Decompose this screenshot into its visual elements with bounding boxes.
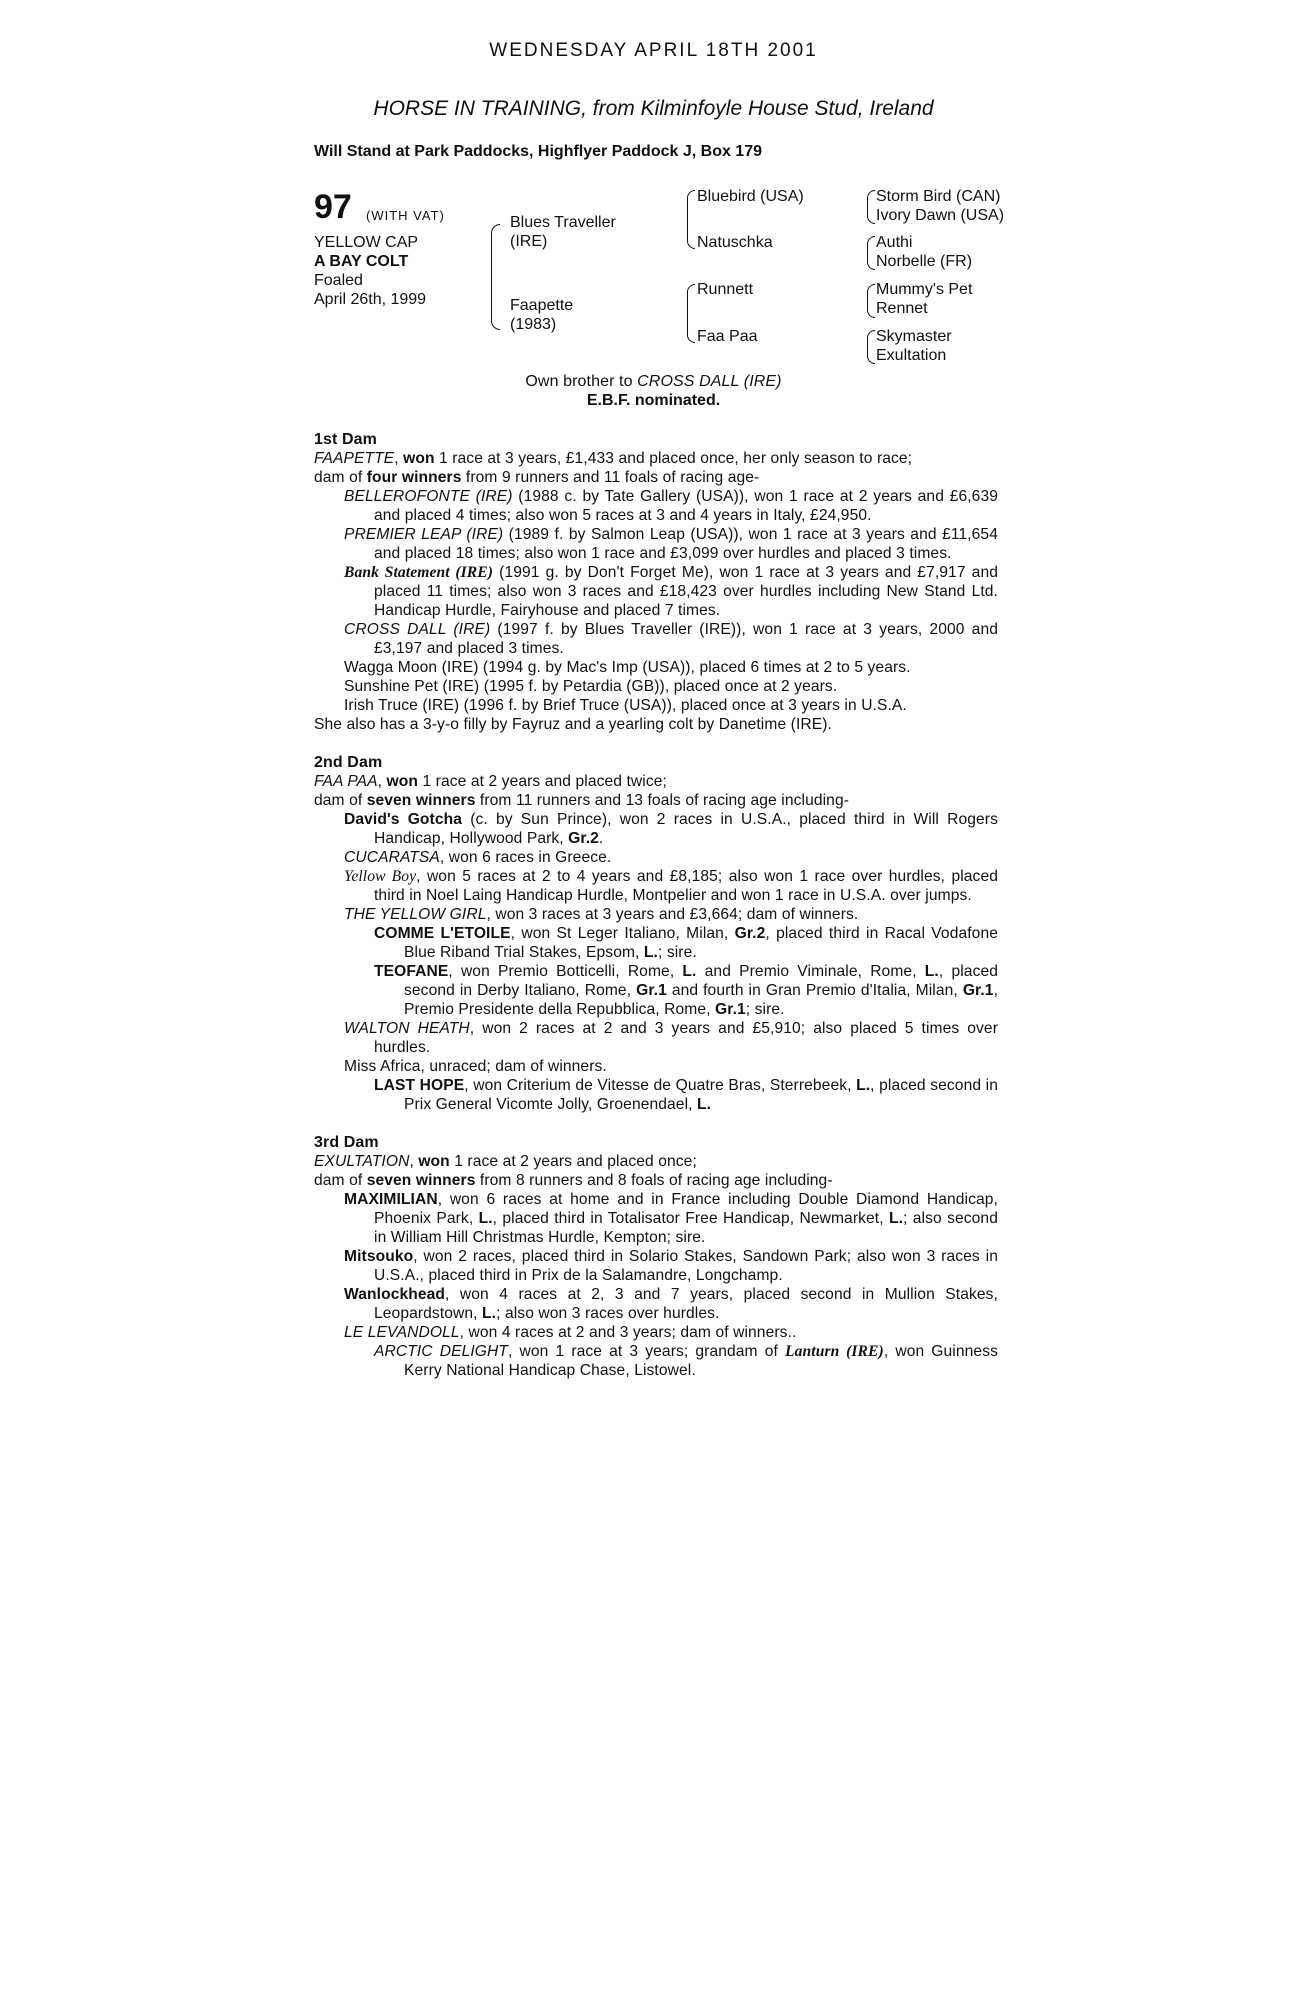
second-dam-line: FAA PAA, won 1 race at 2 years and placed twice; (314, 773, 667, 790)
brother-note: Own brother to CROSS DALL (IRE) (525, 373, 782, 390)
produce-entry: MAXIMILIAN, won 6 races at home and in France including Double Diamond Handicap, Phoenix Park, L., placed third in Totalisator Free Handicap, Newmarket, L.; also second in William Hill Christmas Hurdle, Kempton; sire. (344, 1191, 998, 1246)
granddam-1: Ivory Dawn (USA) (876, 207, 1005, 224)
pedigree-brace-main (491, 224, 500, 330)
sub-produce-entry: COMME L'ETOILE, won St Leger Italiano, Milan, Gr.2, placed third in Racal Vodafone Blue Riband Trial Stakes, Epsom, L.; sire. (374, 925, 998, 961)
second-dam-heading: 2nd Dam (314, 754, 383, 771)
produce-record (314, 430, 998, 1380)
first-dam-footnote: She also has a 3-y-o filly by Fayruz and a yearling colt by Danetime (IRE). (314, 716, 832, 733)
sub-produce-entry: ARCTIC DELIGHT, won 1 race at 3 years; grandam of Lanturn (IRE), won Guinness Kerry National Handicap Chase, Listowel. (374, 1343, 998, 1379)
lot-subtitle: HORSE IN TRAINING, from Kilminfoyle House Stud, Ireland (373, 97, 934, 120)
cap-colour: YELLOW CAP (314, 234, 419, 251)
produce-entry: CROSS DALL (IRE) (1997 f. by Blues Traveller (IRE)), won 1 race at 3 years, 2000 and £3,197 and placed 3 times. (344, 621, 998, 657)
produce-entry: Yellow Boy, won 5 races at 2 to 4 years and £8,185; also won 1 race over hurdles, placed third in Noel Laing Handicap Hurdle, Montpelier and won 1 race in U.S.A. over jumps. (344, 868, 998, 904)
pedigree-brace-sire (687, 190, 695, 249)
pedigree-brace-g1 (867, 190, 875, 224)
lot-number: 97 (314, 188, 352, 226)
ebf-note: E.B.F. nominated. (586, 392, 721, 409)
produce-entry: Sunshine Pet (IRE) (1995 f. by Petardia (GB)), placed once at 2 years. (344, 678, 838, 695)
sub-produce-entry: TEOFANE, won Premio Botticelli, Rome, L. and Premio Viminale, Rome, L., placed second in Derby Italiano, Rome, Gr.1 and fourth in Gran Premio d'Italia, Milan, Gr.1, Premio Presidente della Repubblica, Rome, Gr.1; sire. (374, 963, 999, 1018)
pedigree-brace-dam (687, 284, 695, 343)
sub-produce-entry: LAST HOPE, won Criterium de Vitesse de Quatre Bras, Sterrebeek, L., placed second in Prix General Vicomte Jolly, Groenendael, L. (374, 1077, 998, 1113)
produce-entry: Wagga Moon (IRE) (1994 g. by Mac's Imp (USA)), placed 6 times at 2 to 5 years. (344, 659, 911, 676)
horse-description: A BAY COLT (314, 253, 409, 270)
third-dam-line: EXULTATION, won 1 race at 2 years and placed once; (314, 1153, 697, 1170)
brother-name: CROSS DALL (IRE) (637, 373, 782, 390)
second-dam-summary: dam of seven winners from 11 runners and 13 foals of racing age including- (314, 792, 850, 809)
produce-entry: Irish Truce (IRE) (1996 f. by Brief Truce (USA)), placed once at 3 years in U.S.A. (344, 697, 907, 714)
sire-sire: Bluebird (USA) (697, 188, 804, 205)
sire-suffix: (IRE) (510, 233, 548, 250)
first-dam-summary: dam of four winners from 9 runners and 11 foals of racing age- (314, 469, 760, 486)
first-dam-line: FAAPETTE, won 1 race at 3 years, £1,433 and placed once, her only season to race; (314, 450, 913, 467)
vat-note: (WITH VAT) (366, 208, 445, 223)
grandsire-4: Skymaster (876, 328, 952, 345)
first-dam-heading: 1st Dam (314, 431, 377, 448)
produce-entry: Miss Africa, unraced; dam of winners. (344, 1058, 607, 1075)
produce-entry: PREMIER LEAP (IRE) (1989 f. by Salmon Leap (USA)), won 1 race at 3 years and £11,654 and placed 18 times; also won 1 race and £3,099 over hurdles and placed 3 times. (344, 526, 998, 562)
produce-entry: Wanlockhead, won 4 races at 2, 3 and 7 years, placed second in Mullion Stakes, Leopardstown, L.; also won 3 races over hurdles. (344, 1286, 998, 1322)
foaled-date: April 26th, 1999 (314, 291, 427, 308)
grandsire-3: Mummy's Pet (876, 281, 973, 298)
produce-entry: LE LEVANDOLL, won 4 races at 2 and 3 years; dam of winners.. (344, 1324, 797, 1341)
third-dam-summary: dam of seven winners from 8 runners and 8 foals of racing age including- (314, 1172, 833, 1189)
produce-entry: THE YELLOW GIRL, won 3 races at 3 years and £3,664; dam of winners. (344, 906, 859, 923)
produce-entry: BELLEROFONTE (IRE) (1988 c. by Tate Gallery (USA)), won 1 race at 2 years and £6,639 and placed 4 times; also won 5 races at 3 and 4 years in Italy, £24,950. (344, 488, 998, 524)
foaled-label: Foaled (314, 272, 363, 289)
produce-entry: WALTON HEATH, won 2 races at 2 and 3 years and £5,910; also placed 5 times over hurdles. (344, 1020, 998, 1056)
produce-entry: CUCARATSA, won 6 races in Greece. (344, 849, 612, 866)
dam-sire: Runnett (697, 281, 754, 298)
dam-dam: Faa Paa (697, 328, 758, 345)
sire-dam: Natuschka (697, 234, 773, 251)
grandsire-2: Authi (876, 234, 913, 251)
produce-entry: David's Gotcha (c. by Sun Prince), won 2 races in U.S.A., placed third in Will Rogers Handicap, Hollywood Park, Gr.2. (344, 811, 998, 847)
sire-name: Blues Traveller (510, 214, 616, 231)
third-dam-heading: 3rd Dam (314, 1134, 379, 1151)
sale-date: WEDNESDAY APRIL 18TH 2001 (489, 40, 818, 61)
produce-entry: Bank Statement (IRE) (1991 g. by Don't Forget Me), won 1 race at 3 years and £7,917 and placed 11 times; also won 3 races and £18,423 over hurdles including New Stand Ltd. Handicap Hurdle, Fairyhouse and placed 7 times. (344, 564, 998, 619)
pedigree-brace-g4 (867, 330, 875, 364)
dam-name: Faapette (510, 297, 574, 314)
granddam-2: Norbelle (FR) (876, 253, 973, 270)
produce-entry: Mitsouko, won 2 races, placed third in Solario Stakes, Sandown Park; also won 3 races in U.S.A., placed third in Prix de la Salamandre, Longchamp. (344, 1248, 998, 1284)
pedigree-brace-g3 (867, 284, 875, 318)
stand-location: Will Stand at Park Paddocks, Highflyer Paddock J, Box 179 (314, 143, 762, 160)
granddam-4: Exultation (876, 347, 947, 364)
grandsire-1: Storm Bird (CAN) (876, 188, 1001, 205)
granddam-3: Rennet (876, 300, 928, 317)
dam-year: (1983) (510, 316, 557, 333)
pedigree-brace-g2 (867, 236, 875, 270)
